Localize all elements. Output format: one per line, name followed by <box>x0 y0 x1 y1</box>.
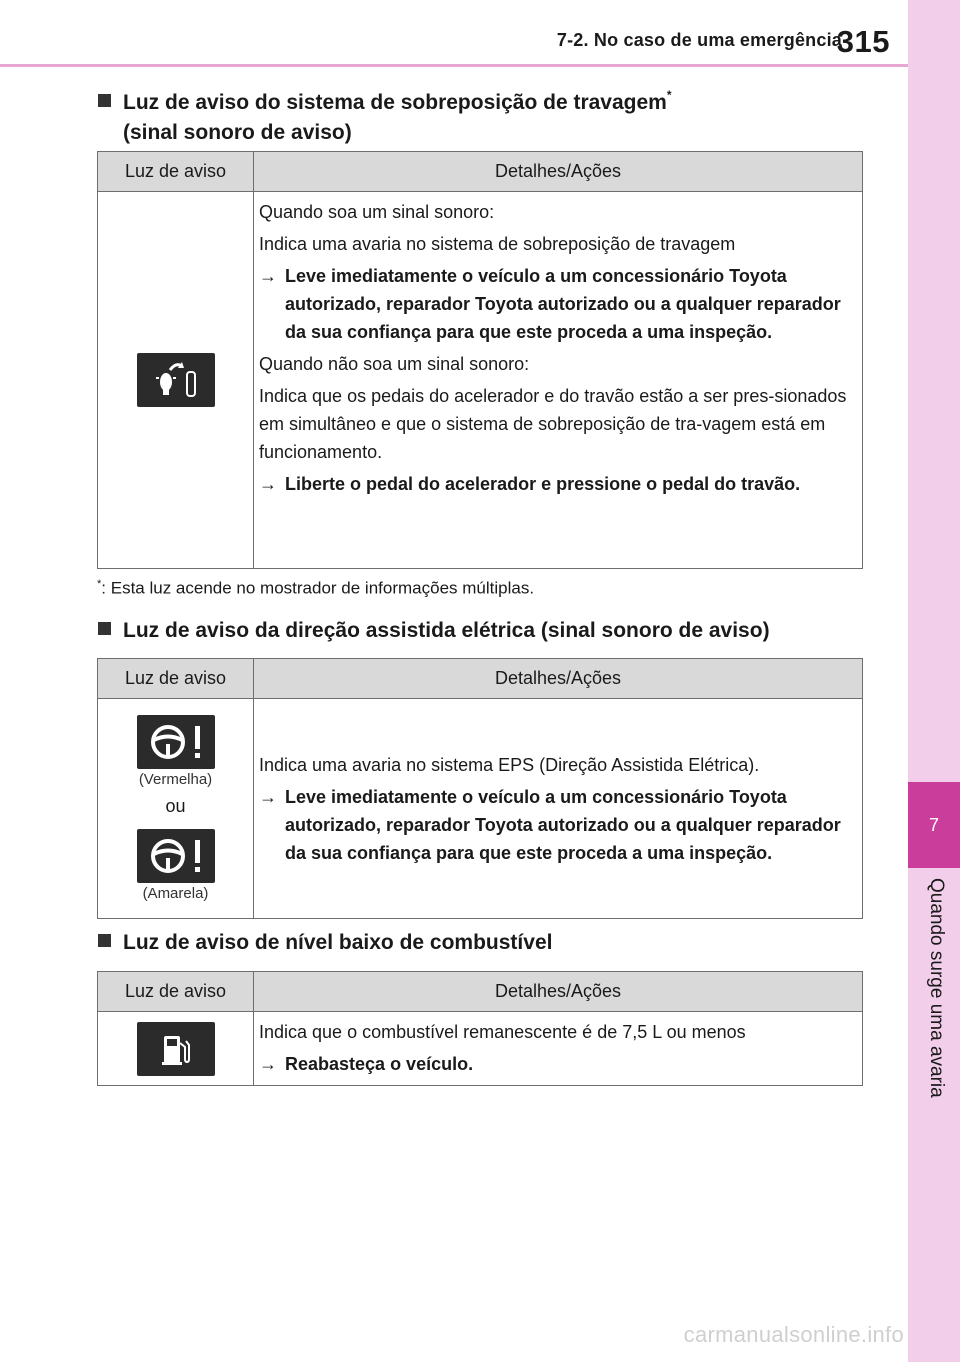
fuel-pump-icon <box>137 1022 215 1076</box>
watermark: carmanualsonline.info <box>683 1322 904 1347</box>
light-cell <box>98 699 254 918</box>
section-heading-fuel: Luz de aviso de nível baixo de combustível <box>98 928 552 958</box>
table-row <box>98 192 862 568</box>
steering-warning-icon-red <box>137 715 215 769</box>
chapter-number: 7 <box>908 782 960 868</box>
col-details-header: Detalhes/Ações <box>494 161 622 181</box>
table-header <box>98 152 862 192</box>
arrow-icon: → <box>259 474 277 494</box>
square-bullet-icon <box>98 934 111 947</box>
section-heading-brake-override: Luz de aviso do sistema de sobreposição de travagem* (sinal sonoro de aviso) <box>98 80 672 148</box>
action-item: → Leve imediatamente o veículo a um concessionário Toyota autorizado, reparador Toyota autorizado ou a qualquer reparador da sua confiança para que este proceda a uma inspeção. <box>259 262 854 346</box>
details-cell: Indica uma avaria no sistema EPS (Direção Assistida Elétrica). → Leve imediatamente o veículo a um concessionário Toyota autorizado, reparador Toyota autorizado ou a qualquer reparador da sua confiança para que este proceda a uma inspeção. <box>254 699 862 918</box>
table-row <box>98 1012 862 1085</box>
header-section-title: 7-2. No caso de uma emergência <box>556 30 842 50</box>
light-cell <box>98 192 254 568</box>
arrow-icon: → <box>259 1054 277 1074</box>
action-item: → Liberte o pedal do acelerador e pressione o pedal do travão. <box>259 470 854 498</box>
section-heading-eps: Luz de aviso da direção assistida elétrica (sinal sonoro de aviso) <box>98 616 770 646</box>
col-light-header: Luz de aviso <box>98 152 254 191</box>
page-number: 315 <box>836 24 890 59</box>
table-brake-override <box>97 151 863 569</box>
brake-override-icon <box>137 353 215 407</box>
steering-warning-icon-amber <box>137 829 215 883</box>
light-cell <box>98 1012 254 1085</box>
table-fuel <box>97 971 863 1086</box>
chapter-label: Quando surge uma avaria <box>926 878 947 1098</box>
header-divider <box>0 64 908 67</box>
action-item: → Leve imediatamente o veículo a um concessionário Toyota autorizado, reparador Toyota autorizado ou a qualquer reparador da sua confiança para que este proceda a uma inspeção. <box>259 783 854 867</box>
table-header <box>98 972 862 1012</box>
col-details-header: Detalhes/Ações <box>494 981 622 1001</box>
details-cell: Indica que o combustível remanescente é de 7,5 L ou menos → Reabasteça o veículo. <box>254 1012 862 1085</box>
caption-amber: (Amarela) <box>142 885 209 902</box>
caption-red: (Vermelha) <box>138 771 213 788</box>
table-eps <box>97 658 863 919</box>
col-details-header: Detalhes/Ações <box>494 668 622 688</box>
action-item: → Reabasteça o veículo. <box>259 1050 854 1078</box>
table-row <box>98 699 862 918</box>
square-bullet-icon <box>98 94 111 107</box>
col-light-header: Luz de aviso <box>98 972 254 1011</box>
footnote: *: Esta luz acende no mostrador de informações múltiplas. <box>97 578 535 598</box>
arrow-icon: → <box>259 786 277 807</box>
or-label: ou <box>165 796 186 816</box>
col-light-header: Luz de aviso <box>98 659 254 698</box>
side-tab <box>908 0 960 1362</box>
table-header <box>98 659 862 699</box>
square-bullet-icon <box>98 622 111 635</box>
details-cell: Quando soa um sinal sonoro: Indica uma avaria no sistema de sobreposição de travagem → Leve imediatamente o veículo a um concessionário Toyota autorizado, reparador Toyota autorizado ou a qualquer reparador da sua confiança para que este proceda a uma inspeção. Quando não soa um sinal sonoro: Indica que os pedais do acelerador e do travão estão a ser pres-sionados em simultâneo e que o sistema de sobreposição de tra-vagem está em funcionamento. → Liberte o pedal do acelerador e pressione o pedal do travão. <box>254 192 862 568</box>
arrow-icon: → <box>259 266 277 286</box>
